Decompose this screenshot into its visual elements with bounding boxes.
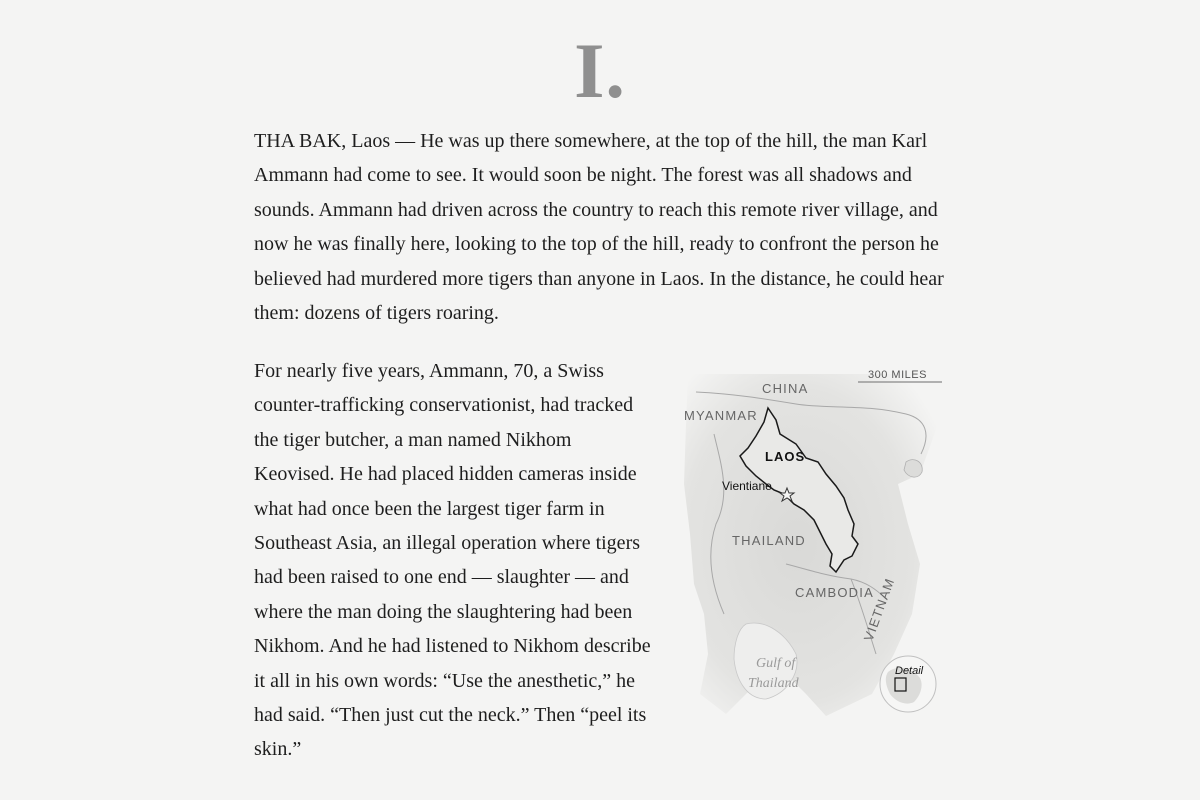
label-vientiane: Vientiane xyxy=(722,479,772,493)
laos-locator-map xyxy=(676,364,946,724)
lede-paragraph: THA BAK, Laos — He was up there somewhere, at the top of the hill, the man Karl Ammann had come to see. It would soon be night. The forest was all shadows and sounds. Ammann had driven across the country to reach this remote river village, and now he was finally here, looking to the top of the hill, ready to confront the person he believed had murdered more tigers than anyone in Laos. In the distance, he could hear them: dozens of tigers roaring. xyxy=(254,130,944,325)
label-cambodia: CAMBODIA xyxy=(795,585,874,600)
label-thailand: THAILAND xyxy=(732,533,806,548)
body-paragraph: For nearly five years, Ammann, 70, a Swiss counter-trafficking conservationist, had tracked the tiger butcher, a man named Nikhom Keovised. He had placed hidden cameras inside what had once been the largest tiger farm in Southeast Asia, an illegal operation where tigers had been raised to one end — slaughter — and where the man doing the slaughtering had been Nikhom. And he had listened to Nikhom describe it all in his own words: “Use the anesthetic,” he had said. “Then just cut the neck.” Then “peel its skin.” xyxy=(254,360,651,761)
label-laos: LAOS xyxy=(765,449,806,464)
scale-label: 300 MILES xyxy=(868,369,927,381)
label-china: CHINA xyxy=(762,381,809,396)
label-vietnam: VIETNAM xyxy=(860,575,898,644)
label-detail: Detail xyxy=(895,665,924,677)
label-myanmar: MYANMAR xyxy=(684,408,758,423)
chapter-numeral: I. xyxy=(574,27,626,114)
label-gulf-line2: Thailand xyxy=(748,676,799,691)
label-gulf-line1: Gulf of xyxy=(756,656,796,671)
